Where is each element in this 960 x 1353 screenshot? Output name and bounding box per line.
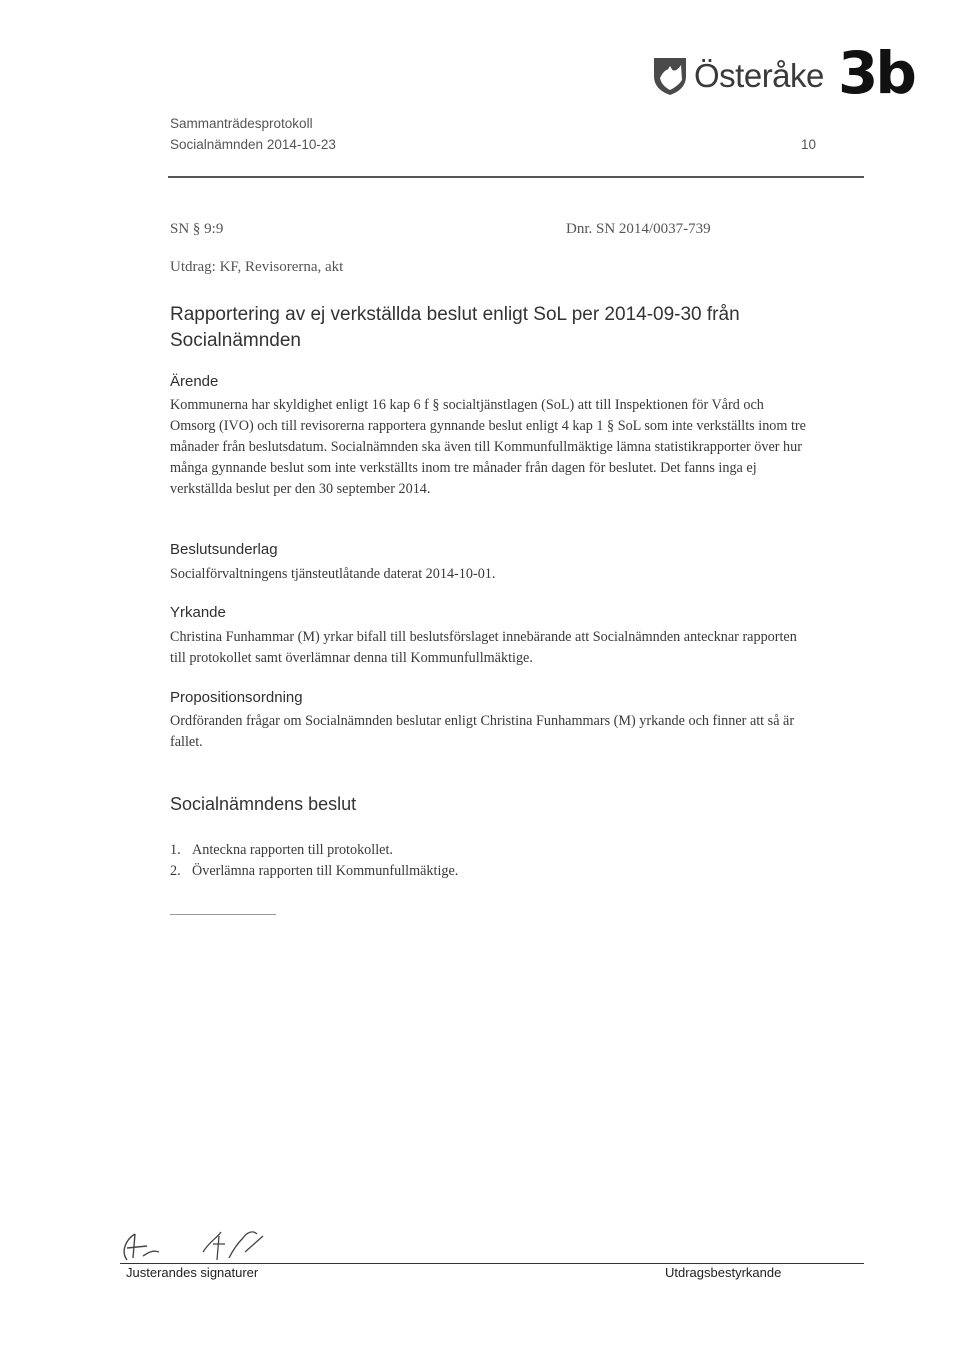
heading-propositionsordning: Propositionsordning: [170, 689, 303, 706]
list-item-text: Överlämna rapporten till Kommunfullmäktige.: [192, 863, 459, 879]
document-title: Rapportering av ej verkställda beslut enligt SoL per 2014-09-30 från Socialnämnden: [170, 304, 740, 351]
list-item-number: 2.: [170, 863, 181, 879]
page-stamp: 3b: [838, 39, 914, 107]
handwritten-signature: [113, 1222, 303, 1264]
paragraph-propositionsordning: Ordföranden frågar om Socialnämnden beslutar enligt Christina Funhammars (M) yrkande och finner att så är fallet.: [170, 713, 795, 750]
municipality-logo: [652, 44, 824, 108]
list-item-text: Anteckna rapporten till protokollet.: [192, 842, 393, 858]
coat-of-arms-icon: [652, 56, 688, 96]
protocol-body-date: Socialnämnden 2014-10-23: [170, 137, 336, 152]
decision-list: [170, 840, 458, 882]
header-divider: [168, 176, 864, 178]
paragraph-arende: Kommunerna har skyldighet enligt 16 kap 6 f § socialtjänstlagen (SoL) att till Inspektionen för Vård och Omsorg (IVO) och till revisorerna rapportera gynnande beslut enligt 4 kap 1 § SoL som inte verkställts inom tre månader från beslutsdatum. Socialnämnden ska även till Kommunfullmäktige lämna statistikrapporter över hur många gynnande beslut som inte verkställts inom tre månader från dagen för beslutet. Det fanns inga ej verkställda beslut per den 30 september 2014.: [170, 397, 806, 497]
extract-certifier-label: Utdragsbestyrkande: [665, 1265, 782, 1280]
heading-yrkande: Yrkande: [170, 604, 226, 621]
list-item: [170, 840, 458, 861]
heading-arende: Ärende: [170, 373, 219, 390]
protocol-type: Sammanträdesprotokoll: [170, 116, 313, 131]
list-item: [170, 861, 458, 882]
municipality-name: Österåke: [694, 57, 824, 94]
extract-recipients: Utdrag: KF, Revisorerna, akt: [170, 259, 344, 275]
page-number: 10: [801, 137, 817, 152]
end-divider: [170, 914, 276, 915]
signature-line: [120, 1263, 864, 1264]
decision-title: Socialnämndens beslut: [170, 794, 357, 814]
paragraph-yrkande: Christina Funhammar (M) yrkar bifall till beslutsförslaget innebärande att Socialnämnden antecknar rapporten till protokollet samt överlämnar denna till Kommunfullmäktige.: [170, 629, 797, 666]
diary-number: Dnr. SN 2014/0037-739: [566, 221, 711, 237]
signatures-label: Justerandes signaturer: [126, 1265, 259, 1280]
heading-beslutsunderlag: Beslutsunderlag: [170, 541, 278, 558]
section-reference: SN § 9:9: [170, 221, 224, 237]
list-item-number: 1.: [170, 842, 181, 858]
paragraph-beslutsunderlag: Socialförvaltningens tjänsteutlåtande daterat 2014-10-01.: [170, 566, 496, 582]
